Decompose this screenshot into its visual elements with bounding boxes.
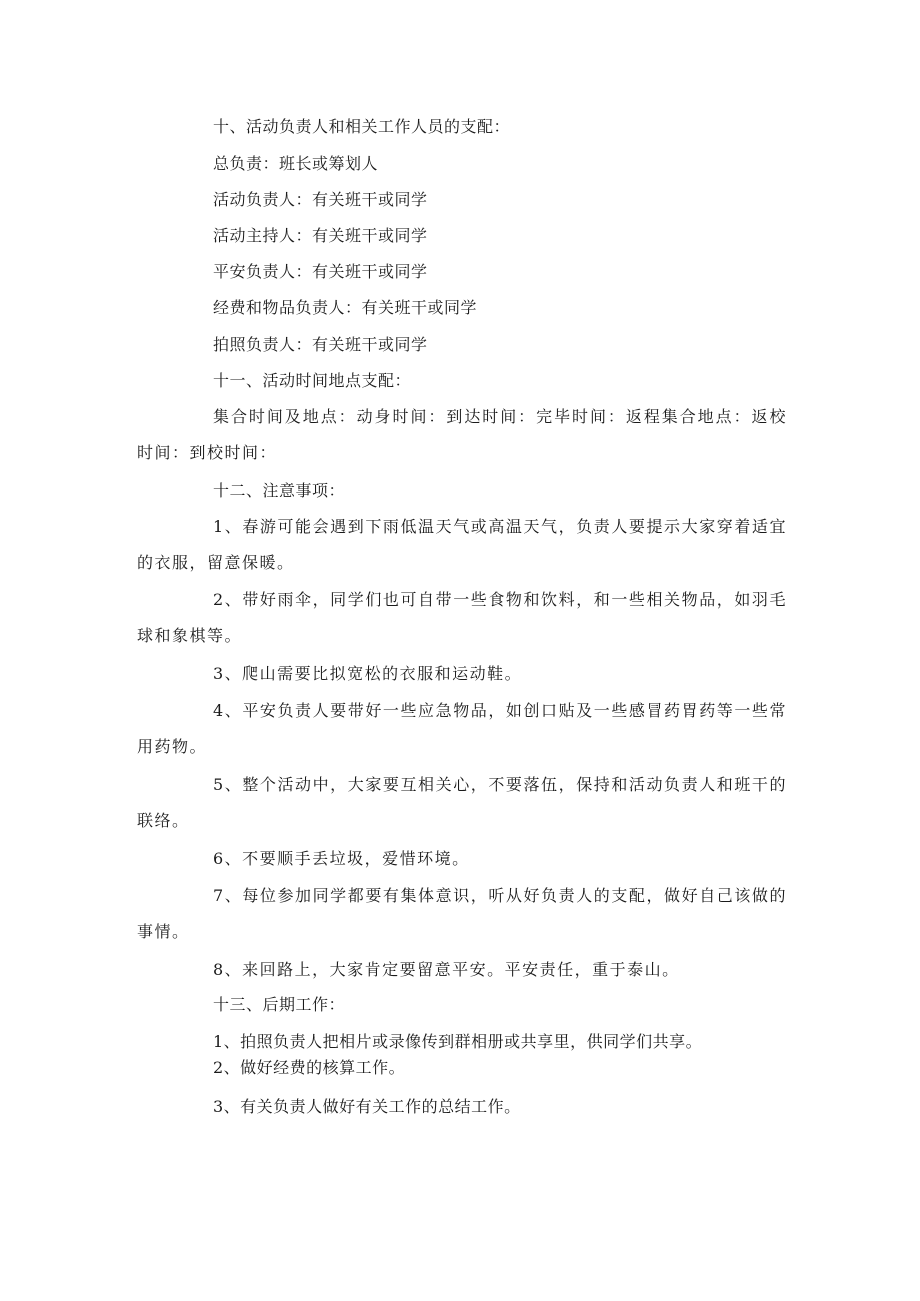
notice-item: 6、不要顺手丢垃圾，爱惜环境。 xyxy=(213,849,470,868)
role-line: 拍照负责人：有关班干或同学 xyxy=(213,335,428,354)
followup-item: 1、拍照负责人把相片或录像传到群相册或共享里，供同学们共享。 xyxy=(213,1032,703,1051)
notice-item: 5、整个活动中，大家要互相关心，不要落伍，保持和活动负责人和班干的联络。 xyxy=(137,775,787,830)
notice-item: 3、爬山需要比拟宽松的衣服和运动鞋。 xyxy=(213,664,523,683)
role-line: 经费和物品负责人：有关班干或同学 xyxy=(213,298,478,317)
role-line: 平安负责人：有关班干或同学 xyxy=(213,262,428,281)
schedule-paragraph: 集合时间及地点：动身时间：到达时间：完毕时间：返程集合地点：返校时间：到校时间： xyxy=(137,407,787,462)
notice-item: 8、来回路上，大家肯定要留意平安。平安责任，重于泰山。 xyxy=(213,960,680,979)
notice-item: 7、每位参加同学都要有集体意识，听从好负责人的支配，做好自己该做的事情。 xyxy=(137,886,787,941)
role-line: 活动负责人：有关班干或同学 xyxy=(213,190,428,209)
section-12-heading: 十二、注意事项： xyxy=(213,481,346,500)
notice-item: 1、春游可能会遇到下雨低温天气或高温天气，负责人要提示大家穿着适宜的衣服，留意保暖。 xyxy=(137,517,787,572)
followup-item: 2、做好经费的核算工作。 xyxy=(213,1058,406,1077)
section-13-heading: 十三、后期工作： xyxy=(213,995,346,1014)
notice-item: 2、带好雨伞，同学们也可自带一些食物和饮料，和一些相关物品，如羽毛球和象棋等。 xyxy=(137,590,787,645)
role-line: 总负责：班长或筹划人 xyxy=(213,154,379,173)
role-line: 活动主持人：有关班干或同学 xyxy=(213,226,428,245)
followup-item: 3、有关负责人做好有关工作的总结工作。 xyxy=(213,1097,521,1116)
section-10-heading: 十、活动负责人和相关工作人员的支配： xyxy=(213,117,511,136)
section-11-heading: 十一、活动时间地点支配： xyxy=(213,371,412,390)
notice-item: 4、平安负责人要带好一些应急物品，如创口贴及一些感冒药胃药等一些常用药物。 xyxy=(137,701,787,756)
